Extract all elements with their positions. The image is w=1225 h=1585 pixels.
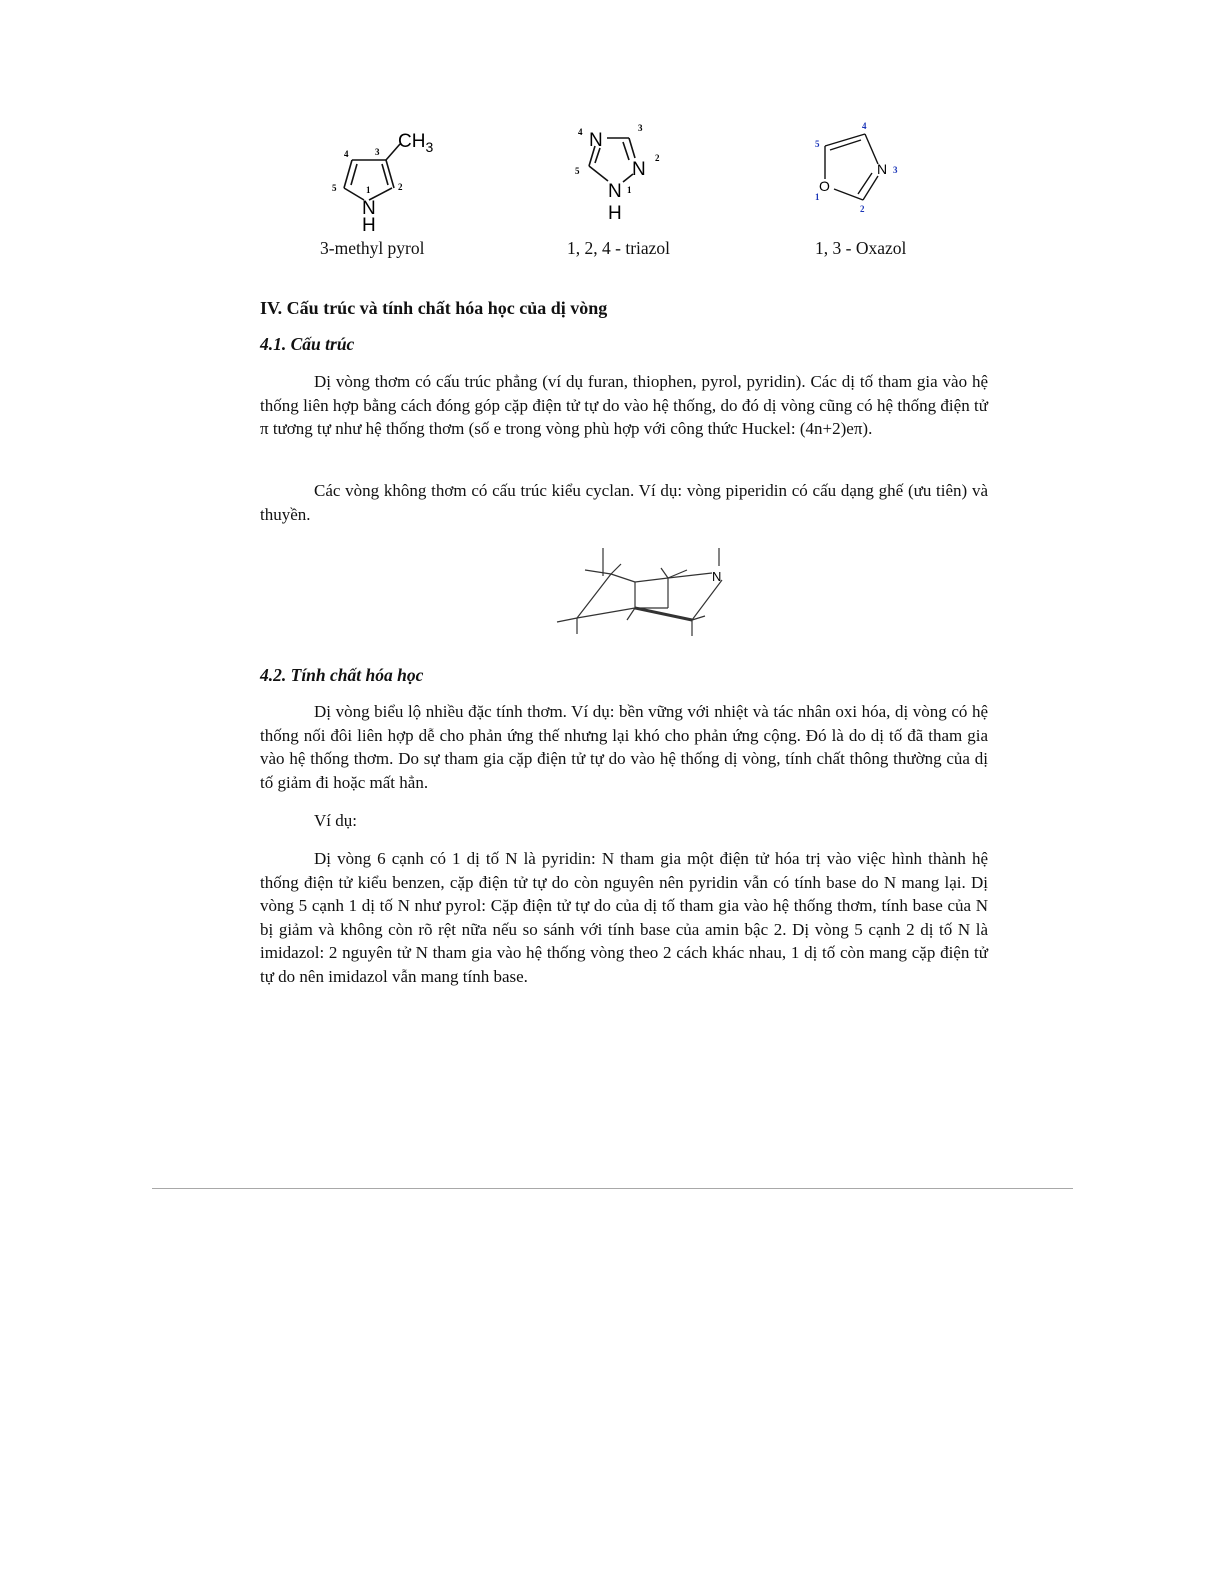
pyrrole-num-5: 5 <box>332 183 337 193</box>
oxazole-num-5: 5 <box>815 139 820 149</box>
subsection-chemical-heading: 4.2. Tính chất hóa học <box>260 665 424 685</box>
triazole-structure <box>575 118 685 230</box>
pyrrole-num-2: 2 <box>398 182 403 192</box>
piperidine-chair-diagram <box>555 548 745 643</box>
piperidine-n-label: N <box>712 569 722 584</box>
triazole-caption: 1, 2, 4 - triazol <box>567 238 671 258</box>
methyl-label: $CH_3$ <box>398 131 434 155</box>
triazole-num-5: 5 <box>575 166 580 176</box>
page-footer-rule <box>152 1188 1073 1189</box>
oxazole-structure <box>815 118 915 218</box>
oxazole-num-2: 2 <box>860 204 865 214</box>
pyrrole-h-label: H <box>362 215 376 236</box>
pyrrole-num-1: 1 <box>366 185 371 195</box>
paragraph-examples: Dị vòng 6 cạnh có 1 dị tố N là pyridin: N tham gia một điện tử hóa trị vào việc hình thành hệ thống điện tử kiểu benzen, cặp điện tử tự do còn nguyên nên pyridin vẫn có tính base do N mang lại. Dị vòng 5 cạnh 1 dị tố N như pyrol: Cặp điện tử tự do của dị tố tham gia vào hệ thống thơm, tính base của N bị giảm và không còn rõ rệt nữa nếu so sánh với tính base của amin bậc 2. Dị vòng 5 cạnh 2 dị tố N là imidazol: 2 nguyên tử N tham gia vào hệ thống vòng theo 2 cách khác nhau, 1 dị tố còn mang cặp điện tử tự do nên imidazol vẫn mang tính base. <box>260 849 988 986</box>
triazole-num-1: 1 <box>627 185 632 195</box>
oxazole-num-1: 1 <box>815 192 820 202</box>
oxazole-n-label: N <box>877 161 888 177</box>
pyrrole-num-3: 3 <box>375 147 380 157</box>
paragraph-aromatic-properties: Dị vòng biểu lộ nhiều đặc tính thơm. Ví dụ: bền vững với nhiệt và tác nhân oxi hóa, dị vòng có hệ thống nối đôi liên hợp dễ cho phản ứng thế nhưng lại khó cho phản ứng cộng. Đó là do dị tố đã tham gia vào hệ thống thơm. Do sự tham gia cặp điện tử tự do vào hệ thống dị vòng, tính chất thông thường của dị tố giảm đi hoặc mất hẳn. <box>260 702 988 792</box>
triazole-n4-label: N <box>589 130 603 151</box>
triazole-n1-label: N <box>608 181 622 202</box>
triazole-h-label: H <box>608 203 622 224</box>
oxazole-num-3: 3 <box>893 165 898 175</box>
oxazole-caption: 1, 3 - Oxazol <box>815 238 907 258</box>
subsection-structure-heading: 4.1. Cấu trúc <box>260 334 355 354</box>
triazole-n2-label: N <box>632 159 646 180</box>
paragraph-nonaromatic-structure: Các vòng không thơm có cấu trúc kiểu cyclan. Ví dụ: vòng piperidin có cấu dạng ghế (ưu tiên) và thuyền. <box>260 481 988 524</box>
pyrrole-caption: 3-methyl pyrol <box>320 238 425 258</box>
section-heading: IV. Cấu trúc và tính chất hóa học của dị vòng <box>260 298 608 318</box>
triazole-num-3: 3 <box>638 123 643 133</box>
pyrrole-structure <box>320 118 460 236</box>
oxazole-num-4: 4 <box>862 121 867 131</box>
pyrrole-num-4: 4 <box>344 149 349 159</box>
paragraph-example-label: Ví dụ: <box>314 811 357 830</box>
pyrrole-n-label: N <box>362 198 376 219</box>
triazole-num-4: 4 <box>578 127 583 137</box>
paragraph-aromatic-structure: Dị vòng thơm có cấu trúc phẳng (ví dụ furan, thiophen, pyrol, pyridin). Các dị tố tham gia vào hệ thống liên hợp bằng cách đóng góp cặp điện tử tự do vào hệ thống, do đó dị vòng cũng có hệ thống điện tử π tương tự như hệ thống thơm (số e trong vòng phù hợp với công thức Huckel: (4n+2)eπ). <box>260 372 988 439</box>
oxazole-o-label: O <box>819 178 830 194</box>
triazole-num-2: 2 <box>655 153 660 163</box>
